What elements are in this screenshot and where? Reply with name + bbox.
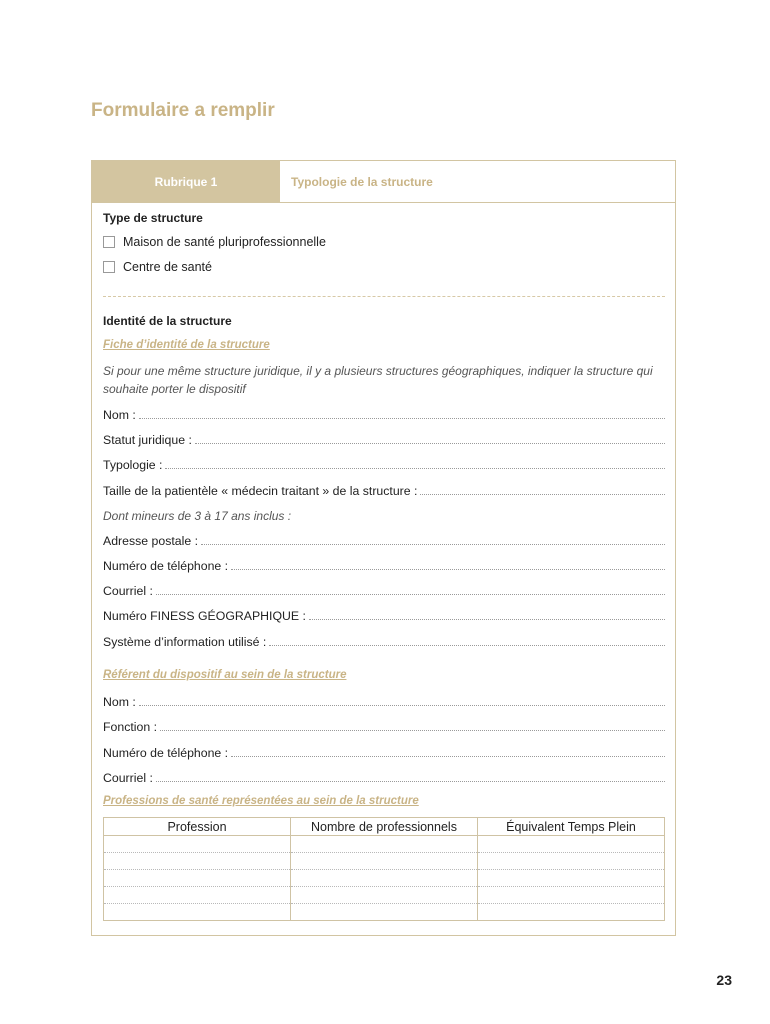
table-cell[interactable] xyxy=(478,904,665,921)
field-adresse-postale-line[interactable] xyxy=(201,544,665,545)
field-referent-telephone-label: Numéro de téléphone : xyxy=(103,746,229,760)
checkbox-msp[interactable] xyxy=(103,236,115,248)
page-title: Formulaire a remplir xyxy=(91,100,275,121)
field-courriel-label: Courriel : xyxy=(103,584,153,598)
field-systeme-information-label: Système d’information utilisé : xyxy=(103,635,267,649)
option-centre-sante[interactable] xyxy=(103,260,212,274)
referent-title: Référent du dispositif au sein de la structure xyxy=(103,669,347,681)
field-courriel-line[interactable] xyxy=(156,594,665,595)
rubrique-header xyxy=(92,161,675,203)
field-statut-juridique[interactable] xyxy=(103,431,665,447)
field-telephone-label: Numéro de téléphone : xyxy=(103,559,229,573)
option-msp[interactable] xyxy=(103,235,326,249)
table-cell[interactable] xyxy=(291,904,478,921)
column-header-etp: Équivalent Temps Plein xyxy=(478,818,665,836)
field-finess[interactable] xyxy=(103,607,665,623)
table-row xyxy=(104,887,665,904)
option-centre-sante-label: Centre de santé xyxy=(123,260,212,274)
table-cell[interactable] xyxy=(478,887,665,904)
table-cell[interactable] xyxy=(104,870,291,887)
field-referent-courriel[interactable] xyxy=(103,769,665,785)
structure-note: Si pour une même structure juridique, il y a plusieurs structures géographiques, indiquer la structure qui souhaite porter le dispositif xyxy=(103,364,653,396)
table-cell[interactable] xyxy=(291,870,478,887)
fiche-identite-title: Fiche d’identité de la structure xyxy=(103,339,270,351)
field-taille-patientele-line[interactable] xyxy=(420,494,665,495)
table-cell[interactable] xyxy=(104,904,291,921)
field-statut-juridique-line[interactable] xyxy=(195,443,665,444)
professions-table xyxy=(103,817,665,921)
professions-title: Professions de santé représentées au sein de la structure xyxy=(103,795,419,807)
field-referent-telephone-line[interactable] xyxy=(231,756,665,757)
field-referent-fonction[interactable] xyxy=(103,718,665,734)
rubrique-number: Rubrique 1 xyxy=(92,161,280,202)
field-courriel[interactable] xyxy=(103,582,665,598)
field-taille-patientele-label: Taille de la patientèle « médecin traitant » de la structure : xyxy=(103,484,418,498)
table-cell[interactable] xyxy=(478,853,665,870)
column-header-profession: Profession xyxy=(104,818,291,836)
field-nom-line[interactable] xyxy=(139,418,665,419)
field-referent-nom[interactable] xyxy=(103,693,665,709)
column-header-nombre: Nombre de professionnels xyxy=(291,818,478,836)
field-systeme-information-line[interactable] xyxy=(269,645,665,646)
field-referent-fonction-label: Fonction : xyxy=(103,720,157,734)
field-referent-telephone[interactable] xyxy=(103,744,665,760)
field-telephone[interactable] xyxy=(103,557,665,573)
table-cell[interactable] xyxy=(478,870,665,887)
field-finess-line[interactable] xyxy=(309,619,665,620)
table-cell[interactable] xyxy=(291,853,478,870)
field-telephone-line[interactable] xyxy=(231,569,665,570)
rubrique-title: Typologie de la structure xyxy=(291,174,433,189)
identite-label: Identité de la structure xyxy=(103,314,232,328)
table-header-row xyxy=(104,818,665,836)
field-adresse-postale-label: Adresse postale : xyxy=(103,534,199,548)
field-typologie-line[interactable] xyxy=(165,468,665,469)
table-row xyxy=(104,836,665,853)
field-referent-nom-line[interactable] xyxy=(139,705,665,706)
field-nom-label: Nom : xyxy=(103,408,136,422)
field-statut-juridique-label: Statut juridique : xyxy=(103,433,192,447)
table-row xyxy=(104,904,665,921)
table-cell[interactable] xyxy=(478,836,665,853)
field-referent-courriel-label: Courriel : xyxy=(103,771,153,785)
minors-note: Dont mineurs de 3 à 17 ans inclus : xyxy=(103,509,292,523)
field-typologie-label: Typologie : xyxy=(103,458,163,472)
dashed-divider xyxy=(103,296,665,297)
type-structure-label: Type de structure xyxy=(103,211,203,225)
table-row xyxy=(104,853,665,870)
field-finess-label: Numéro FINESS GÉOGRAPHIQUE : xyxy=(103,609,306,623)
form-frame xyxy=(91,160,676,936)
table-cell[interactable] xyxy=(291,887,478,904)
table-cell[interactable] xyxy=(291,836,478,853)
field-referent-fonction-line[interactable] xyxy=(160,730,665,731)
table-cell[interactable] xyxy=(104,887,291,904)
table-cell[interactable] xyxy=(104,853,291,870)
field-nom[interactable] xyxy=(103,406,665,422)
page-number: 23 xyxy=(716,972,732,988)
field-adresse-postale[interactable] xyxy=(103,532,665,548)
option-msp-label: Maison de santé pluriprofessionnelle xyxy=(123,235,326,249)
field-typologie[interactable] xyxy=(103,456,665,472)
table-cell[interactable] xyxy=(104,836,291,853)
checkbox-centre-sante[interactable] xyxy=(103,261,115,273)
field-referent-nom-label: Nom : xyxy=(103,695,136,709)
field-referent-courriel-line[interactable] xyxy=(156,781,665,782)
field-systeme-information[interactable] xyxy=(103,633,665,649)
field-taille-patientele[interactable] xyxy=(103,482,665,498)
table-row xyxy=(104,870,665,887)
